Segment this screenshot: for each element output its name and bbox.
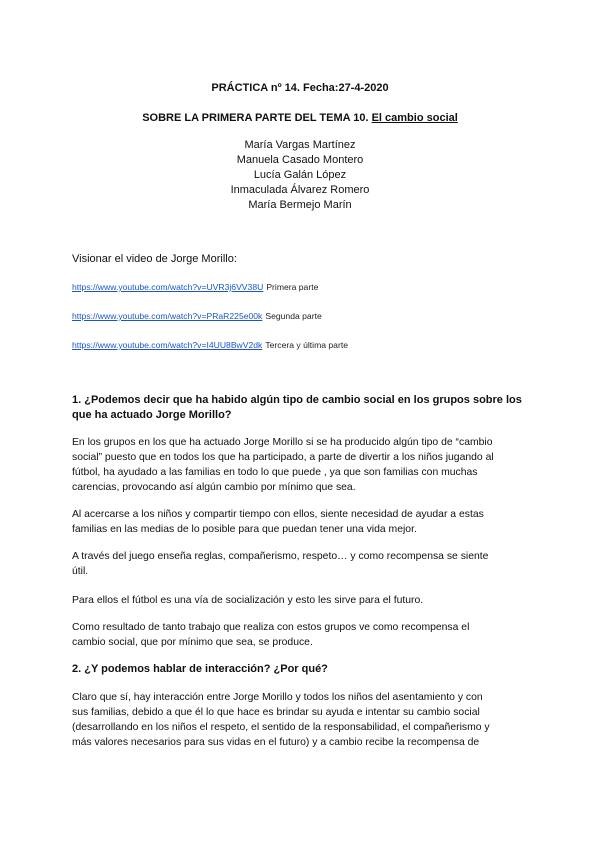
video-link[interactable]: https://www.youtube.com/watch?v=PRaR225e00k (72, 311, 263, 321)
author-name: María Vargas Martínez (244, 139, 356, 151)
document-subtitle (0, 112, 600, 124)
paragraph-line: más valores necesarios para sus vidas en el futuro) y a cambio recibe la recompensa de (72, 737, 480, 748)
video-link-row (72, 340, 348, 350)
author-name: Manuela Casado Montero (236, 154, 364, 166)
answer-paragraph (72, 593, 532, 608)
question-line: 2. ¿Y podemos hablar de interacción? ¿Por qué? (72, 663, 328, 675)
answer-paragraph (72, 549, 532, 579)
answer-paragraph (72, 620, 532, 650)
paragraph-line: útil. (72, 566, 89, 577)
question-line: que ha actuado Jorge Morillo? (72, 409, 232, 421)
author-list (0, 138, 600, 213)
paragraph-line: Al acercarse a los niños y compartir tiempo con ellos, siente necesidad de ayudar a estas (72, 509, 484, 520)
author-name: Inmaculada Álvarez Romero (230, 184, 370, 196)
paragraph-line: social” puesto que en todos los que ha participado, a parte de divertir a los niños jugando al (72, 452, 494, 463)
question-heading (72, 662, 532, 677)
paragraph-line: (desarrollando en los niños el respeto, el sentido de la responsabilidad, el compañerismo y (72, 722, 490, 733)
intro-text: Visionar el video de Jorge Morillo: (72, 253, 237, 265)
answer-paragraph (72, 507, 532, 537)
video-link-label: Tercera y última parte (265, 340, 348, 350)
paragraph-line: Claro que sí, hay interacción entre Jorge Morillo y todos los niños del asentamiento y con (72, 692, 483, 703)
subtitle-topic: El cambio social (371, 112, 458, 124)
answer-paragraph (72, 690, 532, 750)
paragraph-line: Como resultado de tanto trabajo que realiza con estos grupos ve como recompensa el (72, 622, 470, 633)
paragraph-line: cambio social, que por mínimo que sea, se produce. (72, 637, 313, 648)
video-link-label: Segunda parte (265, 311, 322, 321)
video-link-row (72, 282, 318, 292)
document-title: PRÁCTICA nº 14. Fecha:27-4-2020 (211, 82, 389, 94)
author-name: Lucía Galán López (253, 169, 347, 181)
video-link[interactable]: https://www.youtube.com/watch?v=UVR3j6VV38U (72, 282, 264, 292)
answer-paragraph (72, 435, 532, 495)
subtitle-text: SOBRE LA PRIMERA PARTE DEL TEMA 10. (142, 112, 372, 124)
paragraph-line: carencias, provocando así algún cambio por mínimo que sea. (72, 482, 356, 493)
video-link-row (72, 311, 322, 321)
paragraph-line: En los grupos en los que ha actuado Jorge Morillo si se ha producido algún tipo de “cambio (72, 437, 493, 448)
paragraph-line: sus familias, debido a que él lo que hace es brindar su ayuda e intentar su cambio social (72, 707, 480, 718)
paragraph-line: familias en las medias de lo posible para que puedan tener una vida mejor. (72, 524, 417, 535)
paragraph-line: fútbol, ha ayudado a las familias en todo lo que puede , ya que son familias con muchas (72, 467, 478, 478)
video-link[interactable]: https://www.youtube.com/watch?v=I4UU8BwV2dk (72, 340, 263, 350)
question-heading (72, 393, 532, 423)
paragraph-line: A través del juego enseña reglas, compañerismo, respeto… y como recompensa se siente (72, 551, 489, 562)
question-line: 1. ¿Podemos decir que ha habido algún tipo de cambio social en los grupos sobre los (72, 394, 522, 406)
paragraph-line: Para ellos el fútbol es una vía de socialización y esto les sirve para el futuro. (72, 595, 424, 606)
author-name: María Bermejo Marín (248, 199, 352, 211)
video-link-label: Primera parte (266, 282, 319, 292)
